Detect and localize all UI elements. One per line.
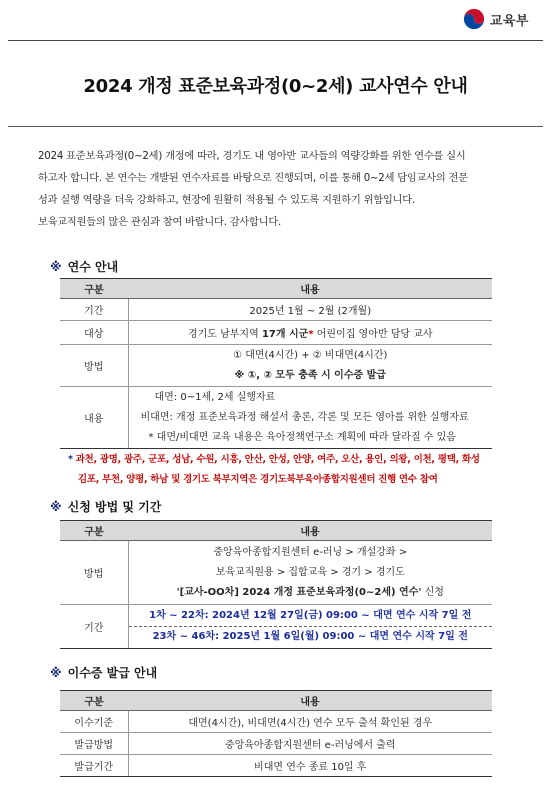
row-label: 이수기준 — [60, 711, 128, 733]
period-value: 2025년 1월 ~ 2월 (2개월) — [128, 299, 492, 321]
reference-mark: ※ — [50, 666, 62, 680]
intro-line: 2024 표준보육과정(0~2세) 개정에 따라, 경기도 내 영아반 교사들의 역량강화를 위한 연수를 실시 — [38, 151, 466, 162]
period-line-second: 23차 ~ 46차: 2025년 1월 6일(월) 09:00 ~ 대면 연수 시작 7일 전 — [152, 631, 468, 642]
apply-period-value — [128, 605, 492, 649]
taegeuk-logo-icon — [463, 8, 485, 30]
col-header-category: 구분 — [60, 521, 128, 541]
target-suffix: 어린이집 영아반 담당 교사 — [313, 329, 433, 340]
region-list: 과천, 광명, 광주, 군포, 성남, 수원, 시흥, 안산, 안성, 안양, 여주, 오산, 용인, 의왕, 이천, 평택, 화성 — [75, 454, 480, 465]
ministry-logo — [463, 8, 529, 30]
ministry-name: 교육부 — [489, 13, 529, 29]
reference-mark: ※ — [50, 500, 62, 514]
course-suffix: 신청 — [421, 586, 444, 598]
col-header-category: 구분 — [60, 279, 128, 299]
col-header-content: 내용 — [128, 279, 492, 299]
target-star: * — [308, 329, 314, 340]
col-header-category: 구분 — [60, 691, 128, 711]
section-title: 신청 방법 및 기간 — [67, 500, 162, 514]
row-label: 발급기간 — [60, 755, 128, 777]
target-prefix: 경기도 남부지역 — [187, 329, 262, 340]
col-header-content: 내용 — [128, 691, 492, 711]
intro-line: 보육교직원들의 많은 관심과 참여 바랍니다. 감사합니다. — [38, 217, 282, 228]
page-title: 2024 개정 표준보육과정(0~2세) 교사연수 안내 — [83, 76, 468, 97]
content-value — [128, 387, 492, 449]
method-line: ① 대면(4시간) + ② 비대면(4시간) — [233, 349, 388, 361]
apply-method-value — [128, 541, 492, 605]
col-header-content: 내용 — [128, 521, 492, 541]
method-value — [128, 345, 492, 387]
row-value: 중앙육아종합지원센터 e-러닝에서 출력 — [128, 733, 492, 755]
note-star: * — [68, 454, 73, 465]
apply-course-line — [129, 583, 493, 603]
section-title: 연수 안내 — [67, 260, 119, 274]
method-requirement: ※ ①, ② 모두 충족 시 이수증 발급 — [234, 369, 386, 381]
target-value — [128, 321, 492, 345]
region-note — [68, 450, 511, 490]
intro-line: 하고자 합니다. 본 연수는 개발된 연수자료를 바탕으로 진행되며, 이를 통해 0~2세 담임교사의 전문 — [38, 173, 468, 184]
intro-paragraph — [38, 146, 517, 234]
content-line: 비대면: 개정 표준보육과정 해설서 총론, 각론 및 모든 영아를 위한 실행자료 — [140, 411, 469, 423]
region-note-line: 김포, 부천, 양평, 하남 및 경기도 북부지역은 경기도북부육아종합지원센터 진행 연수 참여 — [78, 474, 438, 485]
certificate-table — [60, 690, 492, 777]
section-title: 이수증 발급 안내 — [67, 666, 158, 680]
row-label-target: 대상 — [60, 321, 128, 345]
content-line: 대면: 0~1세, 2세 실행자료 — [154, 391, 276, 403]
apply-path-line: 중앙육아종합지원센터 e-러닝 > 개설강좌 > — [213, 546, 408, 558]
target-highlight: 17개 시군 — [261, 329, 309, 340]
section-heading-apply — [50, 498, 161, 515]
apply-table — [60, 520, 492, 649]
training-table — [60, 278, 492, 449]
title-divider — [8, 126, 543, 127]
apply-path-line: 보육교직원용 > 집합교육 > 경기 > 경기도 — [215, 566, 405, 578]
row-label-content: 내용 — [60, 387, 128, 449]
header-divider — [8, 40, 543, 41]
row-label-method: 방법 — [60, 541, 128, 605]
period-line-first: 1차 ~ 22차: 2024년 12월 27일(금) 09:00 ~ 대면 연수 시작 7일 전 — [129, 606, 493, 627]
content-note: * 대면/비대면 교육 내용은 육아정책연구소 계획에 따라 달라질 수 있음 — [148, 431, 456, 443]
row-value: 대면(4시간), 비대면(4시간) 연수 모두 출석 확인된 경우 — [128, 711, 492, 733]
region-note-line — [68, 450, 511, 470]
intro-line: 성과 실행 역량을 더욱 강화하고, 현장에 원활히 적용될 수 있도록 지원하기 위함입니다. — [38, 195, 415, 206]
row-label-method: 방법 — [60, 345, 128, 387]
row-label-period: 기간 — [60, 299, 128, 321]
course-name: '[교사-OO차] 2024 개정 표준보육과정(0~2세) 연수' — [176, 586, 422, 598]
row-label-period: 기간 — [60, 605, 128, 649]
row-value: 비대면 연수 종료 10일 후 — [128, 755, 492, 777]
row-label: 발급방법 — [60, 733, 128, 755]
section-heading-certificate — [50, 664, 157, 681]
reference-mark: ※ — [50, 260, 62, 274]
section-heading-training — [50, 258, 118, 275]
